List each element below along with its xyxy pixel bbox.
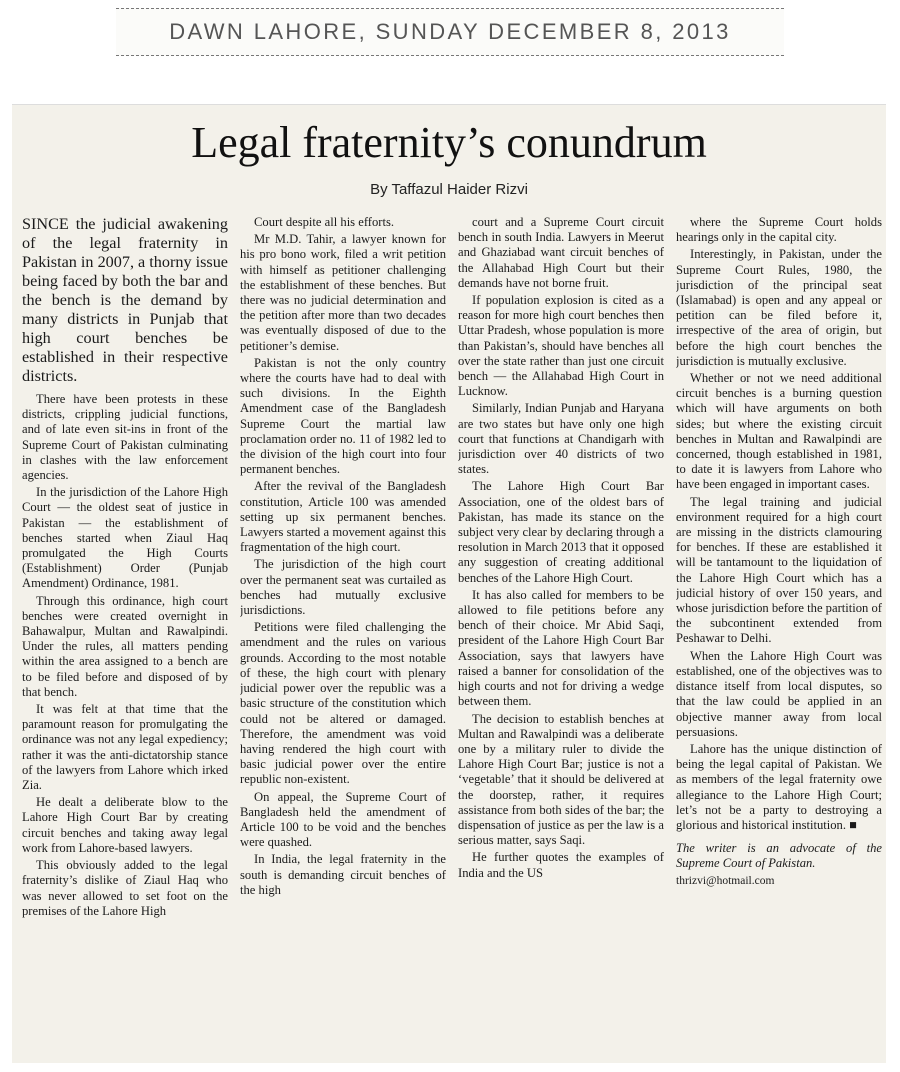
paragraph: court and a Supreme Court circuit bench in south India. Lawyers in Meerut and Ghaziabad want circuit benches of the Allahabad High Court but their demands have not borne fruit. <box>458 215 664 290</box>
paragraph: where the Supreme Court holds hearings only in the capital city. <box>676 215 882 245</box>
paragraph: On appeal, the Supreme Court of Bangladesh held the amendment of Article 100 to be void and the benches were quashed. <box>240 789 446 850</box>
masthead-text: DAWN LAHORE, SUNDAY DECEMBER 8, 2013 <box>169 19 731 44</box>
paragraph: If population explosion is cited as a reason for more high court benches then Uttar Pradesh, whose population is more than Pakistan’s, should have benches all over the state rather than just one circuit bench — the Allahabad High Court in Lucknow. <box>458 293 664 399</box>
paragraph: Similarly, Indian Punjab and Haryana are two states but have only one high court that functions at Chandigarh with jurisdiction over 40 districts of two states. <box>458 401 664 477</box>
paragraph: Lahore has the unique distinction of being the legal capital of Pakistan. We as members of the legal fraternity owe allegiance to the Lahore High Court; let’s not be a party to destroying a glorious and historical institution. ■ <box>676 741 882 832</box>
paragraph: The decision to establish benches at Multan and Rawalpindi was a deliberate one by a military ruler to divide the Lahore High Court Bar; justice is not a ‘vegetable’ that it should be delivered at the doorstep, rather, it requires assistance from both sides of the bar; the dispensation of justice as per the law is a serious matter, says Saqi. <box>458 711 664 848</box>
paragraph: In the jurisdiction of the Lahore High Court — the oldest seat of justice in Pakistan — the establishment of benches started when Ziaul Haq promulgated the High Courts (Establishment) Order (Punjab Amendment) Ordinance, 1981. <box>22 485 228 591</box>
paragraph: Interestingly, in Pakistan, under the Supreme Court Rules, 1980, the jurisdiction of the principal seat (Islamabad) is open and any appeal or petition can be filed before it, irrespective of the area of origin, but before the high court benches the jurisdiction is mutually exclusive. <box>676 247 882 368</box>
paragraph: Court despite all his efforts. <box>254 215 395 229</box>
paragraph: It was felt at that time that the paramount reason for promulgating the ordinance was not any legal expediency; rather it was the anti-dictatorship stance of the lawyers from Lahore which irked Zia. <box>22 702 228 793</box>
article-headline: Legal fraternity’s conundrum <box>191 118 707 167</box>
paragraph: Mr M.D. Tahir, a lawyer known for his pro bono work, filed a writ petition with himself as petitioner challenging the establishment of these benches. But there was no judicial determination and the petition after more than two decades was eventually disposed of due to the petitioner’s demise. <box>240 232 446 353</box>
paragraph: In India, the legal fraternity in the south is demanding circuit benches of the high <box>240 852 446 897</box>
newspaper-clipping <box>12 104 886 1063</box>
column-1 <box>22 215 228 1061</box>
article-byline: By Taffazul Haider Rizvi <box>370 181 528 198</box>
paragraph: Petitions were filed challenging the amendment and the rules on various grounds. According to the most notable of these, the high court with plenary judicial power over the republic was a basic structure of the constitution which could not be altered or damaged. Therefore, the amendment was void having rendered the high court with basic judicial power over the entire republic non-existent. <box>240 620 446 787</box>
paragraph: The jurisdiction of the high court over the permanent seat was curtailed as benches had mutually exclusive jurisdictions. <box>240 557 446 618</box>
author-note: The writer is an advocate of the Supreme Court of Pakistan. <box>676 841 882 871</box>
author-email: thrizvi@hotmail.com <box>676 874 775 887</box>
paragraph: When the Lahore High Court was established, one of the objectives was to distance itself from local disputes, so that the law could be applied in an objective manner away from local persuasions. <box>676 648 882 739</box>
newspaper-masthead <box>116 8 784 56</box>
paragraph: The legal training and judicial environment required for a high court are missing in the districts clamouring for benches. If these are established it will be tantamount to the liquidation of the Lahore High Court which has a judicial history of over 150 years, and whose jurisdiction before the partition of the subcontinent extended from Peshawar to Delhi. <box>676 494 882 646</box>
paragraph: He dealt a deliberate blow to the Lahore High Court Bar by creating circuit benches and taking away legal work from Lahore-based lawyers. <box>22 795 228 855</box>
paragraph: Pakistan is not the only country where the courts have had to deal with such divisions. In the Eighth Amendment case of the Bangladesh Supreme Court the martial law proclamation order no. 11 of 1982 led to the division of the high court into four permanent benches. <box>240 355 446 477</box>
paragraph: Through this ordinance, high court benches were created overnight in Bahawalpur, Multan and Rawalpindi. Under the rules, all matters pending within the area assigned to a bench are to be filed before and disposed of by that bench. <box>22 593 228 699</box>
column-2 <box>240 215 446 1061</box>
paragraph: After the revival of the Bangladesh constitution, Article 100 was amended setting up six permanent benches. Lawyers started a movement against this fragmentation of the high court. <box>240 479 446 555</box>
paragraph: It has also called for members to be allowed to file petitions before any bench of their choice. Mr Abid Saqi, president of the Lahore High Court Bar Association, says that lawyers have raised a banner for consolidation of the high courts and not for driving a wedge between them. <box>458 587 664 709</box>
article-columns <box>22 215 882 1061</box>
paragraph: He further quotes the examples of India and the US <box>458 850 664 880</box>
paragraph: The Lahore High Court Bar Association, one of the oldest bars of Pakistan, has made its stance on the subject very clear by declaring through a resolution in March 2013 that it opposed any suggestion of creating additional benches of the Lahore High Court. <box>458 479 664 585</box>
paragraph: This obviously added to the legal fraternity’s dislike of Ziaul Haq who was never allowed to set foot on the premises of the Lahore High <box>22 858 228 918</box>
paragraph: Whether or not we need additional circuit benches is a burning question which will have arguments on both sides; but where the existing circuit benches in Multan and Rawalpindi are concerned, though established in 1981, to date it is lawyers from Lahore who have been engaged in important cases. <box>676 371 882 492</box>
column-3 <box>458 215 664 1061</box>
column-4 <box>676 215 882 1061</box>
paragraph: There have been protests in these districts, crippling judicial functions, and of late even sit-ins in front of the Supreme Court of Pakistan culminating in clashes with the law enforcement agencies. <box>22 392 228 483</box>
lead-paragraph: SINCE the judicial awakening of the legal fraternity in Pakistan in 2007, a thorny issue being faced by both the bar and the bench is the demand by many districts in Punjab that high court benches be established in their respective districts. <box>22 215 228 385</box>
